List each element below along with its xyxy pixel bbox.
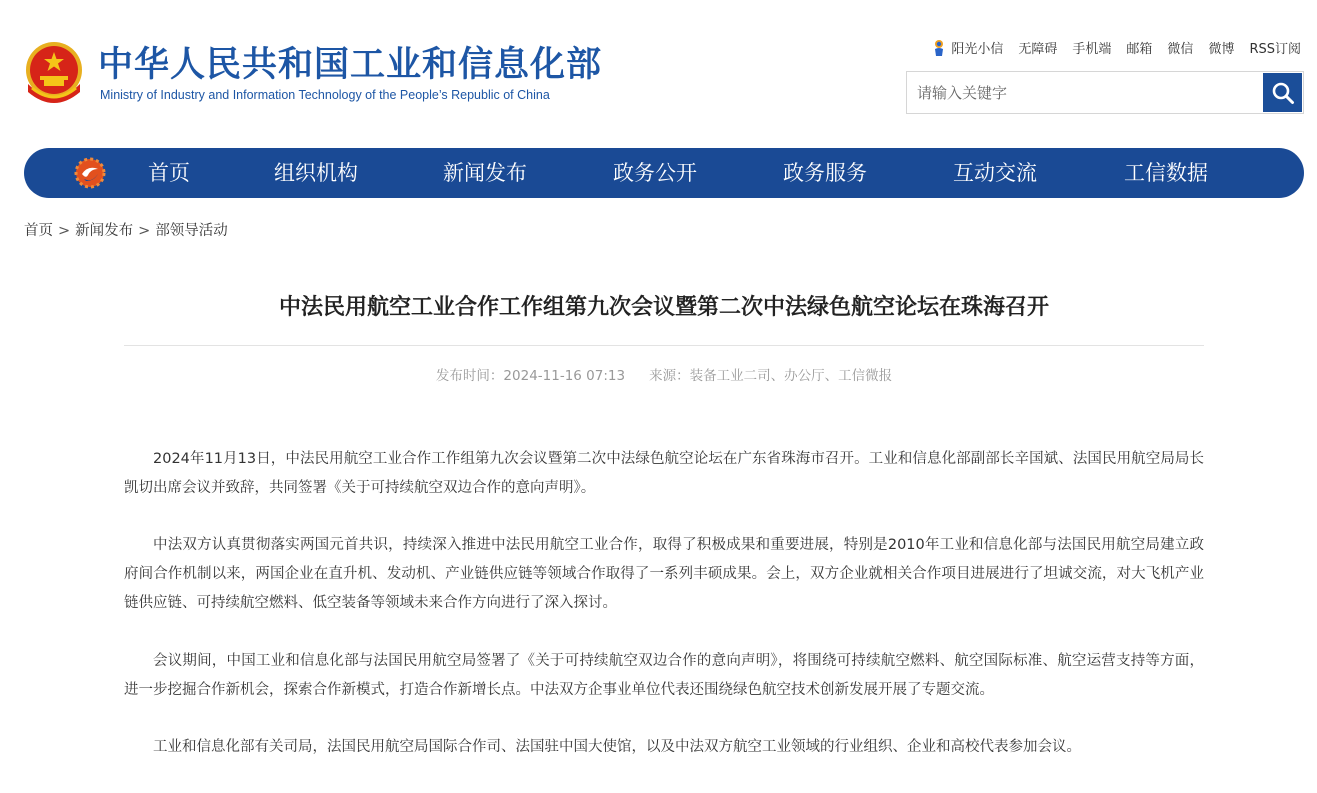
nav-item-interaction[interactable]: 互动交流 xyxy=(953,161,1037,185)
search-input[interactable] xyxy=(907,72,1263,113)
site-subtitle: Ministry of Industry and Information Technology of the People’s Republic of China xyxy=(100,88,550,102)
breadcrumb-leader-activities[interactable]: 部领导活动 xyxy=(155,223,228,239)
toplink-rss[interactable]: RSS订阅 xyxy=(1249,42,1301,57)
toplink-wechat[interactable]: 微信 xyxy=(1167,42,1194,57)
article-meta xyxy=(124,364,1204,384)
article-paragraph: 中法双方认真贯彻落实两国元首共识，持续深入推进中法民用航空工业合作，取得了积极成果和重要进展，特别是2010年工业和信息化部与法国民用航空局建立政府间合作机制以来，两国企业在直升机、发动机、产业链供应链等领域合作取得了一系列丰硕成果。会上，双方企业就相关合作项目进展进行了坦诚交流，对大飞机产业链供应链、可持续航空燃料、低空装备等领域未来合作方向进行了深入探讨。 xyxy=(124,537,1204,611)
article-paragraph: 工业和信息化部有关司局，法国民用航空局国际合作司、法国驻中国大使馆，以及中法双方航空工业领域的行业组织、企业和高校代表参加会议。 xyxy=(153,739,1081,755)
source-label: 来源： xyxy=(649,368,690,384)
nav-item-government-services[interactable]: 政务服务 xyxy=(783,161,867,185)
toplink-label: 阳光小信 xyxy=(951,42,1004,57)
search-box xyxy=(906,71,1304,114)
search-icon xyxy=(1271,81,1295,105)
publish-label: 发布时间： xyxy=(435,368,504,384)
sun-figure-icon xyxy=(931,39,947,57)
article-paragraph: 会议期间，中国工业和信息化部与法国民用航空局签署了《关于可持续航空双边合作的意向声明》，将围绕可持续航空燃料、航空国际标准、航空运营支持等方面，进一步挖掘合作新机会，探索合作新模式，打造合作新增长点。中法双方企事业单位代表还围绕绿色航空技术创新发展开展了专题交流。 xyxy=(124,653,1204,698)
site-title[interactable]: 中华人民共和国工业和信息化部 xyxy=(98,45,603,85)
nav-item-news[interactable]: 新闻发布 xyxy=(443,161,527,185)
publish-time: 2024-11-16 07:13 xyxy=(503,368,626,384)
article-source: 装备工业二司、办公厅、工信微报 xyxy=(689,368,893,384)
article-title: 中法民用航空工业合作工作组第九次会议暨第二次中法绿色航空论坛在珠海召开 xyxy=(278,295,1049,320)
search-button[interactable] xyxy=(1263,73,1302,112)
breadcrumb-separator: > xyxy=(138,223,151,239)
title-divider xyxy=(124,345,1204,346)
gear-swirl-logo-icon[interactable] xyxy=(74,157,106,189)
toplink-mobile[interactable]: 手机端 xyxy=(1072,42,1112,57)
article-paragraph: 2024年11月13日，中法民用航空工业合作工作组第九次会议暨第二次中法绿色航空论坛在广东省珠海市召开。工业和信息化部副部长辛国斌、法国民用航空局局长凯切出席会议并致辞，共同签署《关于可持续航空双边合作的意向声明》。 xyxy=(124,451,1204,496)
breadcrumb xyxy=(24,219,228,240)
top-links xyxy=(931,38,1301,57)
nav-item-data[interactable]: 工信数据 xyxy=(1124,161,1208,185)
breadcrumb-home[interactable]: 首页 xyxy=(24,223,53,239)
nav-item-government-affairs[interactable]: 政务公开 xyxy=(613,161,697,185)
toplink-sunshine[interactable] xyxy=(931,38,1003,57)
national-emblem-icon[interactable] xyxy=(22,40,86,108)
toplink-weibo[interactable]: 微博 xyxy=(1208,42,1235,57)
breadcrumb-separator: > xyxy=(58,223,71,239)
breadcrumb-news[interactable]: 新闻发布 xyxy=(75,223,134,239)
nav-item-organization[interactable]: 组织机构 xyxy=(274,161,358,185)
main-nav xyxy=(24,148,1304,198)
nav-item-home[interactable]: 首页 xyxy=(148,161,190,185)
toplink-accessibility[interactable]: 无障碍 xyxy=(1018,42,1058,57)
toplink-mail[interactable]: 邮箱 xyxy=(1126,42,1153,57)
